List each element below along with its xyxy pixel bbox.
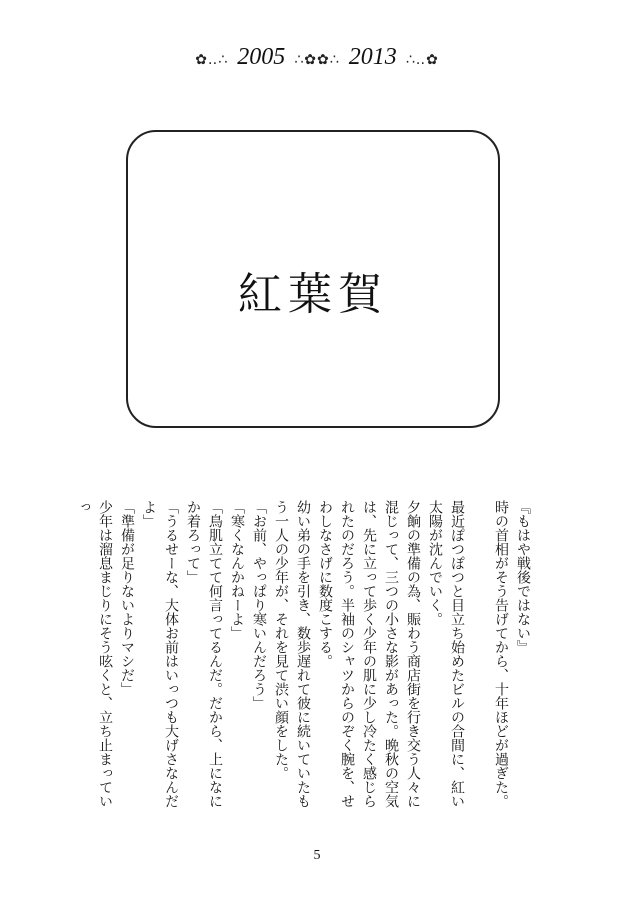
paragraph: 時の首相がそう告げてから、十年ほどが過ぎた。 [493, 500, 509, 808]
title-frame [126, 130, 500, 428]
ornament-middle: ∴✿✿∴ [294, 52, 340, 68]
paragraph-blank [468, 500, 490, 810]
dialogue: 「寒くなんかねーよ」 [229, 500, 245, 640]
paragraph: 幼い弟の手を引き、数歩遅れて彼に続いていたもう一人の少年が、それを見て渋い顔をした。 [273, 500, 311, 808]
paragraph: 『もはや戦後ではない』 [515, 500, 531, 654]
chapter-title: 紅葉賀 [238, 269, 388, 320]
paragraph: 夕餉の準備の為、賑わう商店街を行き交う人々に混じって、三つの小さな影があった。晩秋の空気は、先に立って歩く少年の肌に少し冷たく感じられたのだろう。半袖のシャツからのぞく腕を、せわしなさげに数度こする。 [317, 500, 421, 808]
dialogue: 「お前、やっぱり寒いんだろう」 [251, 500, 267, 710]
paragraph: 少年は溜息まじりにそう呟くと、立ち止まっていっ [75, 500, 113, 808]
ornament-right: ∴‥✿ [405, 52, 439, 68]
year-end: 2013 [348, 44, 397, 70]
year-start: 2005 [237, 44, 286, 70]
page-header [0, 44, 634, 71]
dialogue: 「準備が足りないよりマシだ」 [119, 500, 135, 696]
dialogue: 「鳥肌立てて何言ってるんだ。だから、上になにか着ろって」 [185, 500, 223, 808]
body-text [75, 500, 534, 810]
dialogue: 「うるせーな、大体お前はいっつも大げさなんだよ」 [141, 500, 179, 808]
ornament-left: ✿‥∴ [195, 52, 229, 68]
page-number: 5 [313, 848, 321, 863]
paragraph: 最近ぽつぽつと目立ち始めたビルの合間に、紅い太陽が沈んでいく。 [427, 500, 465, 808]
